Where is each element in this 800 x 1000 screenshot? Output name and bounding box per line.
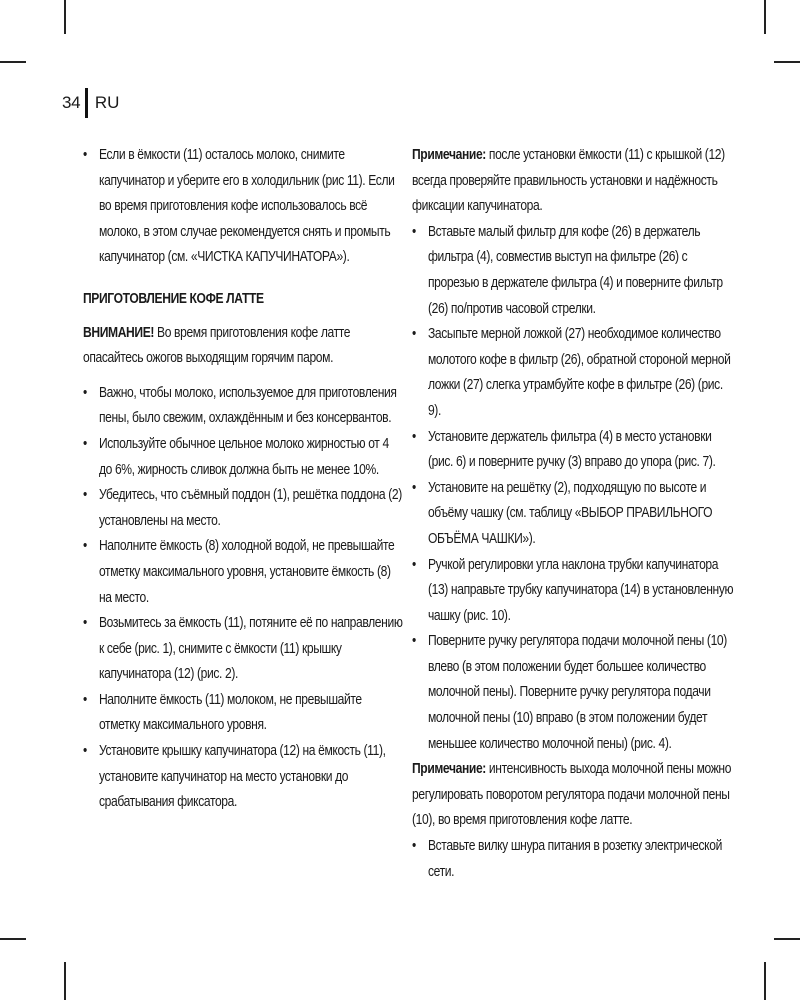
page-number: 34 [62, 93, 81, 112]
right-bullet-list [412, 220, 734, 757]
crop-mark-top-right [764, 0, 766, 34]
list-item: • Вставьте вилку шнура питания в розетку электрической сети. [412, 834, 734, 885]
crop-mark-top-left [64, 0, 66, 34]
warning-label: ВНИМАНИЕ! [83, 324, 155, 341]
note-text: интенсивность выхода молочной пены можно регулировать поворотом регулятора подачи молочной пены (10), во время приготовления кофе латте. [412, 761, 732, 829]
list-item: • Вставьте малый фильтр для кофе (26) в держатель фильтра (4), совместив выступ на фильтре (26) с прорезью в держателе фильтра (4) и поверните фильтр (26) по/против часовой стрелки. [412, 220, 734, 322]
section-title: ПРИГОТОВЛЕНИЕ КОФЕ ЛАТТЕ [83, 290, 264, 307]
intro-bullet-list [83, 143, 405, 271]
page-header [62, 88, 119, 118]
list-item: • Используйте обычное цельное молоко жирностью от 4 до 6%, жирность сливок должна быть не менее 10%. [83, 432, 405, 483]
crop-mark-bottom-right [764, 962, 766, 1000]
list-item: • Наполните ёмкость (11) молоком, не превышайте отметку максимального уровня. [83, 688, 405, 739]
note-paragraph [412, 143, 734, 220]
list-item: • Ручкой регулировки угла наклона трубки капучинатора (13) направьте трубку капучинатора (14) в установленную чашку (рис. 10). [412, 553, 734, 630]
crop-mark-top-left-h [0, 61, 26, 63]
note-paragraph-2 [412, 757, 734, 834]
warning-text: Во время приготовления кофе латте опасайтесь ожогов выходящим горячим паром. [83, 324, 351, 367]
crop-mark-bottom-left-h [0, 938, 26, 940]
warning-paragraph [83, 321, 405, 372]
list-item: • Установите держатель фильтра (4) в место установки (рис. 6) и поверните ручку (3) вправо до упора (рис. 7). [412, 425, 734, 476]
list-item: • Важно, чтобы молоко, используемое для приготовления пены, было свежим, охлаждённым и без консервантов. [83, 381, 405, 432]
crop-mark-bottom-left [64, 962, 66, 1000]
crop-mark-bottom-right-h [774, 938, 800, 940]
right-column [412, 143, 734, 885]
crop-mark-top-right-h [774, 61, 800, 63]
list-item: • Возьмитесь за ёмкость (11), потяните её по направлению к себе (рис. 1), снимите с ёмкости (11) крышку капучинатора (12) (рис. 2). [83, 611, 405, 688]
list-item: • Если в ёмкости (11) осталось молоко, снимите капучинатор и уберите его в холодильник (рис 11). Если во время приготовления кофе использовалось всё молоко, в этом случае рекомендуется снять и промыть капучинатор (см. «ЧИСТКА КАПУЧИНАТОРА»). [83, 143, 405, 271]
note-label: Примечание: [412, 761, 486, 778]
list-item: • Наполните ёмкость (8) холодной водой, не превышайте отметку максимального уровня, установите ёмкость (8) на место. [83, 534, 405, 611]
final-bullet-list [412, 834, 734, 885]
note-label: Примечание: [412, 147, 486, 163]
left-column [83, 143, 405, 816]
list-item: • Поверните ручку регулятора подачи молочной пены (10) влево (в этом положении будет большее количество молочной пены). Поверните ручку регулятора подачи молочной пены (10) вправо (в этом положении будет меньшее количество молочной пены) (рис. 4). [412, 629, 734, 757]
note-text: после установки ёмкости (11) с крышкой (12) всегда проверяйте правильность установки и надёжность фиксации капучинатора. [412, 147, 725, 215]
list-item: • Засыпьте мерной ложкой (27) необходимое количество молотого кофе в фильтр (26), обратной стороной мерной ложки (27) слегка утрамбуйте кофе в фильтре (26) (рис. 9). [412, 322, 734, 424]
steps-bullet-list [83, 381, 405, 816]
list-item: • Установите крышку капучинатора (12) на ёмкость (11), установите капучинатор на место установки до срабатывания фиксатора. [83, 739, 405, 816]
list-item: • Убедитесь, что съёмный поддон (1), решётка поддона (2) установлены на место. [83, 483, 405, 534]
list-item: • Установите на решётку (2), подходящую по высоте и объёму чашку (см. таблицу «ВЫБОР ПРАВИЛЬНОГО ОБЪЁМА ЧАШКИ»). [412, 476, 734, 553]
header-divider [85, 88, 88, 118]
language-label: RU [94, 93, 120, 112]
